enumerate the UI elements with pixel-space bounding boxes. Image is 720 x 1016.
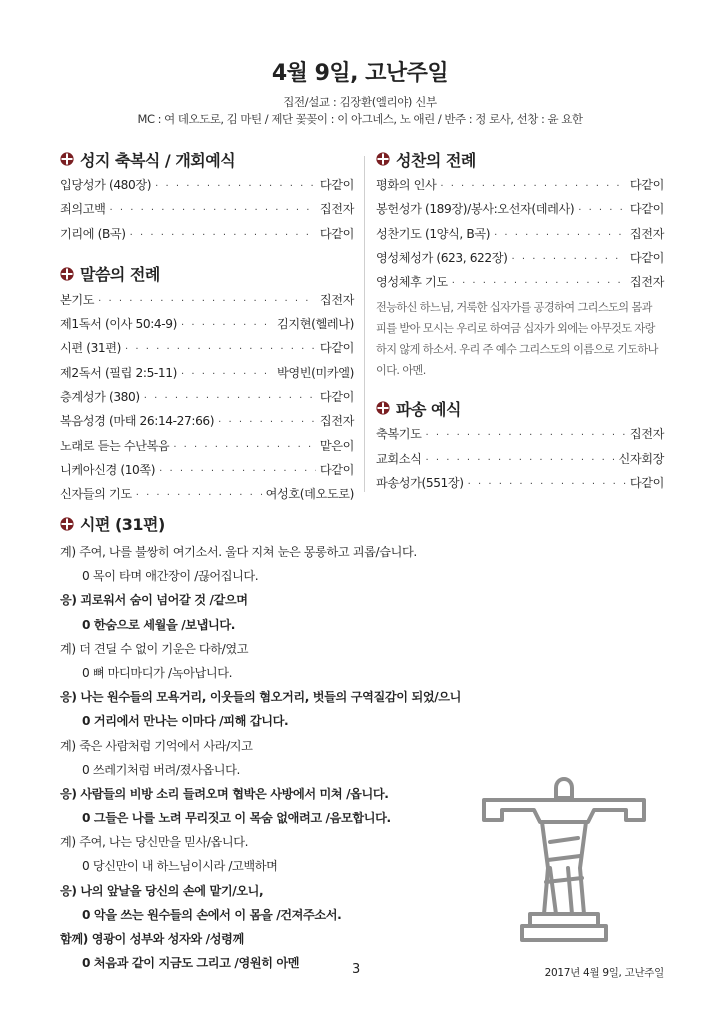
- order-role: 다같이: [629, 250, 664, 265]
- dot-leader: [181, 320, 273, 331]
- cross-icon: [376, 401, 390, 415]
- section-header-dismissal: [376, 395, 664, 421]
- dot-leader: [98, 296, 316, 307]
- page-title: 4월 9일, 고난주일: [271, 61, 449, 86]
- left-column: [60, 146, 354, 510]
- dot-leader: [452, 278, 626, 289]
- word-rows: [60, 291, 354, 510]
- order-row: [376, 450, 664, 474]
- dot-leader: [426, 455, 615, 466]
- psalm-line: 0 거리에서 만나는 이마다 /피해 갑니다.: [82, 714, 289, 729]
- section-header-word: [60, 261, 354, 287]
- spacer: [60, 249, 354, 261]
- psalm-line: 응) 괴로워서 숨이 넘어갈 것 /같으며: [60, 593, 248, 608]
- column-divider: [364, 156, 365, 492]
- dot-leader: [440, 181, 626, 192]
- order-row: [376, 249, 664, 273]
- order-role: 집전자: [319, 202, 354, 217]
- order-role: 다같이: [319, 341, 354, 356]
- order-row: [60, 412, 354, 436]
- order-label: 니케아신경 (10쪽): [60, 462, 156, 477]
- order-row: [60, 437, 354, 461]
- order-role: 집전자: [629, 275, 664, 290]
- dot-leader: [144, 393, 316, 404]
- christ-statue-icon: [476, 764, 652, 946]
- section-title: 성지 축복식 / 개회예식: [80, 150, 236, 170]
- psalm-line: 응) 사람들의 비방 소리 들려오며 협박은 사방에서 미쳐 /옵니다.: [60, 786, 389, 801]
- dot-leader: [125, 344, 316, 355]
- cross-icon: [60, 152, 74, 166]
- dot-leader: [494, 230, 626, 241]
- order-role: 맡은이: [319, 438, 354, 453]
- order-row: [60, 364, 354, 388]
- dot-leader: [512, 254, 626, 265]
- eucharist-rows: [376, 176, 664, 297]
- order-role: 다같이: [629, 178, 664, 192]
- cross-icon: [60, 517, 74, 531]
- order-row: [376, 176, 664, 200]
- opening-rows: [60, 176, 354, 249]
- order-row: [60, 461, 354, 485]
- order-label: 기리에 (B곡): [60, 226, 126, 241]
- order-label: 영성체성가 (623, 622장): [376, 250, 508, 265]
- psalm-line: 응) 나는 원수들의 모욕거리, 이웃들의 혐오거리, 벗들의 구역질감이 되었/으니: [60, 690, 461, 705]
- order-label: 교회소식: [376, 451, 422, 466]
- dot-leader: [173, 442, 316, 453]
- dot-leader: [155, 181, 316, 192]
- section-header-psalm: [60, 512, 165, 535]
- psalm-line: 0 목이 타며 애간장이 /끊어집니다.: [82, 569, 259, 584]
- order-label: 파송성가(551장): [376, 476, 464, 491]
- order-label: 입당성가 (480장): [60, 178, 152, 192]
- order-role: 신자회장: [618, 451, 664, 466]
- order-row: [376, 225, 664, 249]
- section-header-eucharist: [376, 146, 664, 172]
- psalm-line: 0 악을 쓰는 원수들의 손에서 이 몸을 /건져주소서.: [82, 907, 342, 922]
- psalm-line: 계) 더 견딜 수 없이 기운은 다하/였고: [60, 641, 249, 656]
- order-row: [60, 485, 354, 509]
- order-row: [376, 200, 664, 224]
- section-title: 시편 (31편): [80, 515, 165, 534]
- dot-leader: [130, 230, 316, 241]
- order-row: [60, 388, 354, 412]
- psalm-line: 함께) 영광이 성부와 성자와 /성령께: [60, 932, 244, 946]
- order-role: 다같이: [629, 202, 664, 217]
- dot-leader: [136, 490, 262, 501]
- right-column: [376, 146, 664, 498]
- order-role: 집전자: [629, 226, 664, 241]
- order-label: 신자들의 기도: [60, 487, 132, 502]
- order-row: [60, 176, 354, 200]
- order-row: [60, 291, 354, 315]
- order-label: 영성체후 기도: [376, 275, 448, 290]
- section-title: 말씀의 전례: [80, 265, 160, 285]
- order-role: 다같이: [319, 390, 354, 405]
- psalm-line: 0 처음과 같이 지금도 그리고 /영원히 아멘: [82, 956, 300, 971]
- section-header-opening: [60, 146, 354, 172]
- cross-icon: [376, 152, 390, 166]
- postcommunion-prayer: 전능하신 하느님, 거룩한 십자가를 공경하여 그리스도의 몸과 피를 받아 모시는 우리로 하여금 십자가 외에는 아무것도 자랑하지 않게 하소서. 우리 주 예수 그리스도의 이름으로 기도하나이다. 아멘.: [376, 301, 658, 378]
- order-row: [376, 474, 664, 498]
- psalm-line: 0 당신만이 내 하느님이시라 /고백하며: [82, 859, 278, 874]
- order-role: 박영빈(미카엘): [277, 365, 354, 380]
- order-label: 봉헌성가 (189장)/봉사:오선자(데레사): [376, 202, 575, 217]
- order-row: [376, 425, 664, 449]
- order-row: [376, 273, 664, 297]
- order-label: 본기도: [60, 292, 95, 307]
- order-role: 다같이: [319, 226, 354, 241]
- order-role: 집전자: [629, 427, 664, 442]
- dot-leader: [468, 479, 626, 490]
- psalm-line: 0 쓰레기처럼 버려/졌사옵니다.: [82, 762, 240, 777]
- order-role: 여성호(데오도로): [265, 487, 354, 502]
- dot-leader: [578, 205, 626, 216]
- order-role: 김지현(헬레나): [277, 317, 354, 332]
- cross-icon: [60, 267, 74, 281]
- order-label: 노래로 듣는 수난복음: [60, 438, 170, 453]
- footer-date: 2017년 4월 9일, 고난주일: [544, 967, 664, 979]
- order-label: 시편 (31편): [60, 341, 122, 356]
- order-label: 제2독서 (필립 2:5-11): [60, 365, 177, 380]
- dismissal-rows: [376, 425, 664, 498]
- psalm-line: 0 한숨으로 세월을 /보냅니다.: [82, 617, 235, 632]
- order-row: [60, 339, 354, 363]
- psalm-line: 0 뼈 마디마디가 /녹아납니다.: [82, 665, 233, 680]
- psalm-line: 0 그들은 나를 노려 무리짓고 이 목숨 없애려고 /음모합니다.: [82, 811, 391, 826]
- dot-leader: [159, 466, 316, 477]
- psalm-line: 응) 나의 앞날을 당신의 손에 맡기/오니,: [60, 883, 264, 898]
- order-role: 다같이: [629, 476, 664, 491]
- section-title: 성찬의 전례: [396, 150, 476, 170]
- spacer: [376, 381, 664, 395]
- order-label: 층계성가 (380): [60, 390, 140, 405]
- order-row: [60, 315, 354, 339]
- order-label: 축복기도: [376, 427, 422, 442]
- ministers-line: MC : 여 데오도로, 김 마틴 / 제단 꽃꽂이 : 이 아그네스, 노 애린 / 반주 : 정 로사, 선창 : 윤 요한: [137, 112, 583, 126]
- dot-leader: [218, 417, 316, 428]
- psalm-line: 계) 죽은 사람처럼 기억에서 사라/지고: [60, 738, 253, 753]
- order-role: 집전자: [319, 292, 354, 307]
- order-row: [60, 225, 354, 249]
- psalm-line: 계) 주여, 나를 불쌍히 여기소서. 울다 지쳐 눈은 몽롱하고 괴롭/습니다.: [60, 545, 417, 559]
- order-label: 복음성경 (마태 26:14-27:66): [60, 414, 215, 429]
- order-label: 성찬기도 (1양식, B곡): [376, 226, 491, 241]
- order-row: [60, 200, 354, 224]
- celebrant-line: 집전/설교 : 김장환(엘리야) 신부: [283, 95, 437, 109]
- dot-leader: [110, 205, 316, 216]
- order-role: 다같이: [319, 178, 354, 192]
- psalm-line: 계) 주여, 나는 당신만을 믿사/옵니다.: [60, 835, 249, 850]
- dot-leader: [426, 430, 626, 441]
- order-label: 평화의 인사: [376, 178, 437, 192]
- section-title: 파송 예식: [396, 399, 461, 419]
- order-role: 집전자: [319, 414, 354, 429]
- order-label: 제1독서 (이사 50:4-9): [60, 317, 177, 332]
- order-label: 죄의고백: [60, 202, 106, 217]
- page-number: 3: [352, 962, 361, 977]
- order-role: 다같이: [319, 462, 354, 477]
- dot-leader: [181, 369, 273, 380]
